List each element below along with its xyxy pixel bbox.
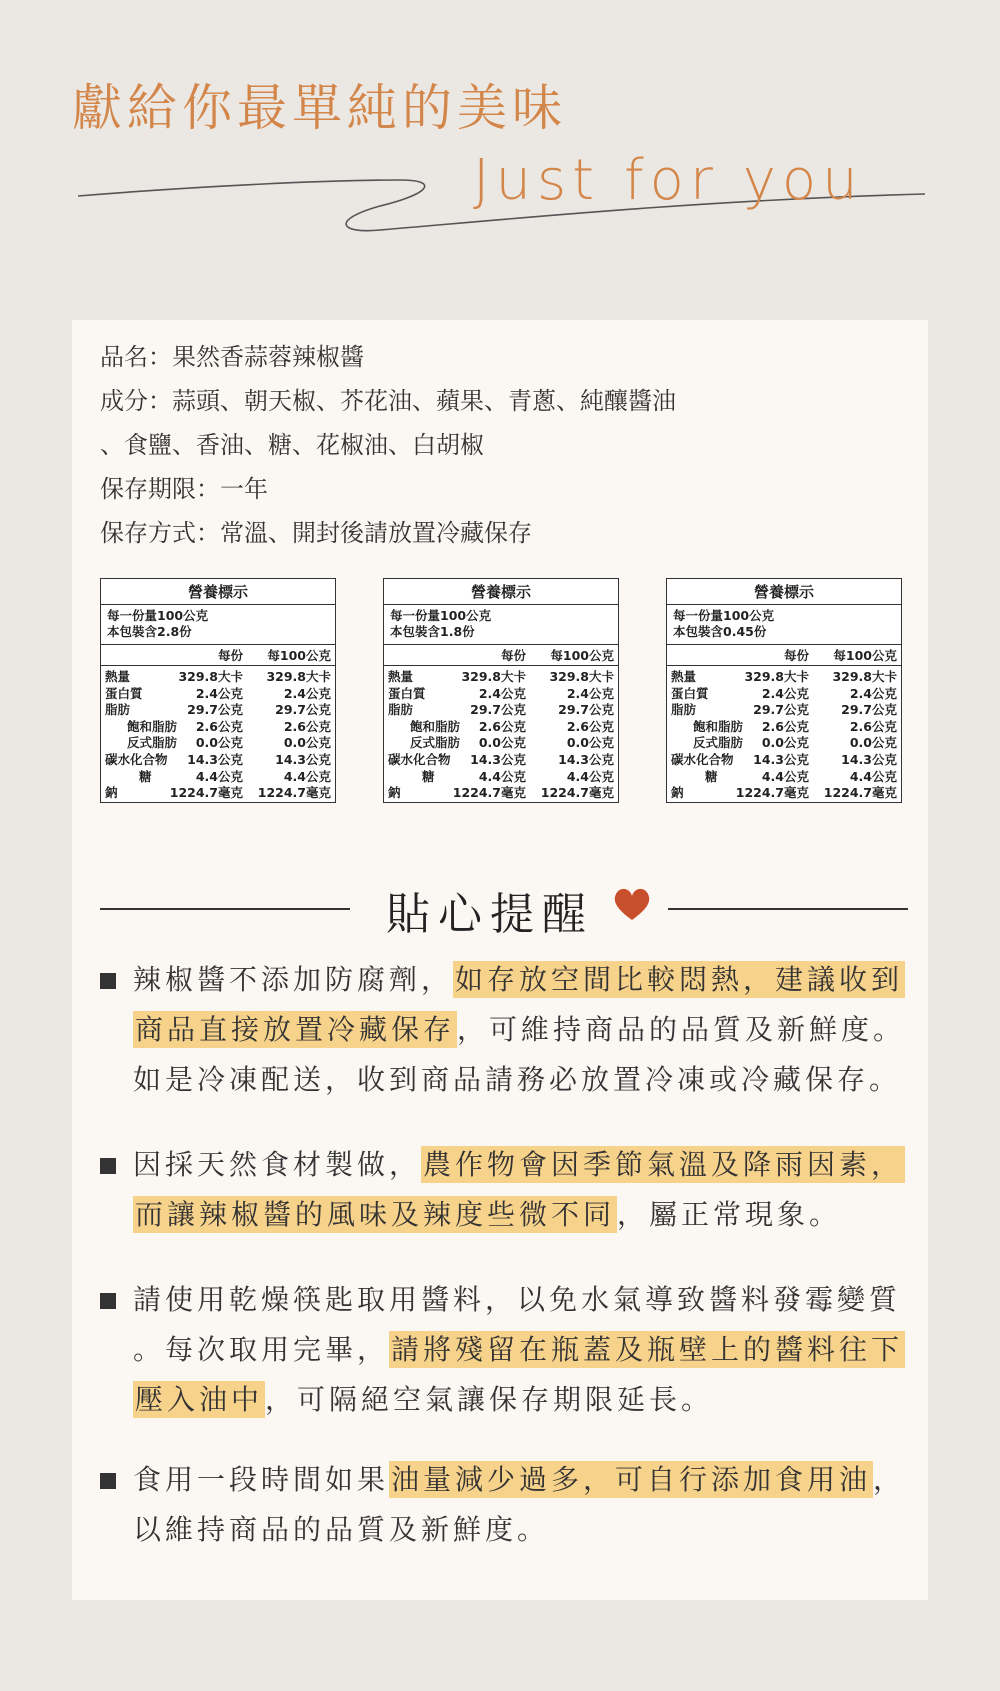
nutrient-per-serving: 14.3公克 [187, 751, 243, 767]
nutrient-per-serving: 4.4公克 [761, 768, 809, 784]
servings-per-pack: 本包裝含0.45份 [673, 624, 767, 639]
tip-text: 因採天然食材製做， [133, 1148, 422, 1181]
nutrient-label: 鈉 [671, 785, 684, 801]
nutrition-row [671, 785, 897, 802]
nutrient-per-serving: 1224.7毫克 [169, 785, 243, 801]
nutrient-per-100g: 4.4公克 [566, 768, 614, 784]
nutrition-row [671, 769, 897, 786]
nutrient-label: 碳水化合物 [388, 751, 451, 767]
nutrient-per-100g: 2.6公克 [566, 718, 614, 734]
nutrient-per-100g: 14.3公克 [558, 751, 614, 767]
nutrition-row [671, 752, 897, 769]
nutrient-per-100g: 4.4公克 [283, 768, 331, 784]
nutrient-label: 鈉 [388, 785, 401, 801]
nutrient-per-serving: 2.6公克 [478, 718, 526, 734]
nutrient-per-serving: 2.6公克 [195, 718, 243, 734]
nutrient-per-serving: 329.8大卡 [178, 669, 243, 684]
nutrient-per-serving: 29.7公克 [753, 702, 809, 718]
tip-highlight: 請將殘留在瓶蓋及瓶壁上的醬料往下 [391, 1333, 904, 1366]
nutrient-label: 熱量 [105, 669, 131, 684]
nutrient-label: 糖 [422, 768, 435, 784]
nutrient-per-serving: 14.3公克 [470, 751, 526, 767]
nutrient-per-serving: 2.4公克 [195, 685, 243, 701]
nutrition-row [388, 719, 614, 736]
servings-per-pack: 本包裝含1.8份 [390, 624, 475, 639]
nutrient-per-100g: 329.8大卡 [549, 669, 614, 684]
product-ingredients-cont: 、食鹽、香油、糖、花椒油、白胡椒 [100, 431, 484, 459]
tip-highlight: 而讓辣椒醬的風味及辣度些微不同 [135, 1198, 616, 1231]
nutrition-title: 營養標示 [667, 579, 901, 605]
nutrient-label: 反式脂肪 [127, 735, 178, 751]
tip-line [133, 1190, 910, 1240]
nutrition-columns [667, 645, 901, 666]
col-per-100g: 每100公克 [550, 648, 614, 663]
nutrient-per-100g: 0.0公克 [849, 735, 897, 751]
tip-item [100, 955, 910, 1105]
nutrient-label: 飽和脂肪 [410, 718, 461, 734]
tip-line [133, 1325, 910, 1375]
tips-title: 貼心提醒 [386, 889, 594, 940]
col-per-100g: 每100公克 [833, 648, 897, 663]
nutrition-row [105, 702, 331, 719]
nutrient-label: 脂肪 [671, 702, 697, 718]
nutrition-label [100, 578, 336, 803]
tip-line [133, 1455, 910, 1505]
nutrition-title: 營養標示 [101, 579, 335, 605]
tip-highlight: 如存放空間比較悶熱，建議收到 [455, 963, 904, 996]
product-storage: 保存方式：常溫、開封後請放置冷藏保存 [100, 519, 532, 547]
servings-per-pack: 本包裝含2.8份 [107, 624, 192, 639]
tip-text: ， [873, 1463, 906, 1496]
tip-item [100, 1140, 910, 1240]
tips-header [0, 878, 1000, 938]
tip-text: 辣椒醬不添加防腐劑， [133, 963, 454, 996]
nutrient-per-100g: 2.6公克 [283, 718, 331, 734]
nutrition-columns [384, 645, 618, 666]
nutrient-per-100g: 0.0公克 [566, 735, 614, 751]
nutrition-row [105, 686, 331, 703]
col-per-serving: 每份 [217, 648, 243, 663]
nutrition-serving [384, 605, 618, 645]
nutrition-row [105, 669, 331, 686]
nutrition-row [105, 752, 331, 769]
tip-item [100, 1275, 910, 1425]
nutrient-per-100g: 14.3公克 [275, 751, 331, 767]
square-bullet-icon [100, 1293, 116, 1309]
nutrient-per-100g: 29.7公克 [275, 702, 331, 718]
tip-text: 。每次取用完畢， [133, 1333, 390, 1366]
nutrient-per-serving: 0.0公克 [195, 735, 243, 751]
tip-line [133, 1505, 910, 1555]
nutrient-per-100g: 14.3公克 [841, 751, 897, 767]
nutrient-per-100g: 2.4公克 [283, 685, 331, 701]
nutrition-serving [667, 605, 901, 645]
nutrient-label: 熱量 [671, 669, 697, 684]
nutrient-label: 飽和脂肪 [127, 718, 178, 734]
nutrition-row [105, 719, 331, 736]
divider-left [100, 908, 350, 910]
tip-highlight: 農作物會因季節氣溫及降雨因素， [423, 1148, 904, 1181]
nutrition-row [671, 735, 897, 752]
tip-item [100, 1455, 910, 1555]
nutrient-per-100g: 29.7公克 [841, 702, 897, 718]
square-bullet-icon [100, 1473, 116, 1489]
nutrient-label: 熱量 [388, 669, 414, 684]
tip-line [133, 1005, 910, 1055]
product-info [100, 335, 676, 555]
nutrition-row [671, 702, 897, 719]
nutrient-per-serving: 2.4公克 [478, 685, 526, 701]
nutrition-row [388, 669, 614, 686]
tip-highlight: 油量減少過多，可自行添加食用油 [391, 1463, 872, 1496]
col-per-100g: 每100公克 [267, 648, 331, 663]
nutrient-per-100g: 2.4公克 [566, 685, 614, 701]
nutrition-row [388, 702, 614, 719]
nutrient-per-serving: 1224.7毫克 [735, 785, 809, 801]
nutrient-per-100g: 0.0公克 [283, 735, 331, 751]
heart-icon [610, 882, 654, 926]
serving-size: 每一份量100公克 [390, 608, 492, 623]
nutrient-per-serving: 2.6公克 [761, 718, 809, 734]
nutrition-label [383, 578, 619, 803]
nutrient-label: 蛋白質 [388, 685, 426, 701]
nutrition-row [388, 735, 614, 752]
nutrient-per-100g: 4.4公克 [849, 768, 897, 784]
product-name: 品名：果然香蒜蓉辣椒醬 [100, 343, 364, 371]
product-shelf-life: 保存期限：一年 [100, 475, 268, 503]
nutrition-row [671, 686, 897, 703]
nutrition-row [671, 669, 897, 686]
nutrient-label: 糖 [705, 768, 718, 784]
tip-text: ，屬正常現象。 [617, 1198, 842, 1231]
tip-text: 食用一段時間如果 [133, 1463, 390, 1496]
nutrient-per-serving: 0.0公克 [761, 735, 809, 751]
nutrition-rows [667, 666, 901, 802]
nutrient-per-100g: 329.8大卡 [832, 669, 897, 684]
tip-text: ，可隔絕空氣讓保存期限延長。 [265, 1383, 714, 1416]
nutrient-per-serving: 329.8大卡 [744, 669, 809, 684]
product-ingredients: 成分：蒜頭、朝天椒、芥花油、蘋果、青蔥、純釀醬油 [100, 387, 676, 415]
nutrient-per-100g: 329.8大卡 [266, 669, 331, 684]
nutrition-row [105, 769, 331, 786]
nutrient-per-100g: 2.4公克 [849, 685, 897, 701]
tip-text: 以維持商品的品質及新鮮度。 [133, 1513, 550, 1546]
nutrient-label: 糖 [139, 768, 152, 784]
nutrient-per-100g: 2.6公克 [849, 718, 897, 734]
hero-title: 獻給你最單純的美味 [72, 79, 567, 137]
nutrition-row [388, 686, 614, 703]
nutrient-label: 脂肪 [105, 702, 131, 718]
nutrition-serving [101, 605, 335, 645]
nutrient-label: 碳水化合物 [671, 751, 734, 767]
nutrition-row [388, 769, 614, 786]
nutrient-label: 蛋白質 [105, 685, 143, 701]
nutrient-label: 反式脂肪 [693, 735, 744, 751]
col-per-serving: 每份 [783, 648, 809, 663]
nutrient-per-serving: 14.3公克 [753, 751, 809, 767]
nutrient-label: 碳水化合物 [105, 751, 168, 767]
square-bullet-icon [100, 973, 116, 989]
tip-line [133, 1055, 910, 1105]
nutrition-rows [384, 666, 618, 802]
square-bullet-icon [100, 1158, 116, 1174]
nutrition-row [388, 785, 614, 802]
nutrition-row [388, 752, 614, 769]
nutrient-label: 蛋白質 [671, 685, 709, 701]
serving-size: 每一份量100公克 [107, 608, 209, 623]
tip-line [133, 1375, 910, 1425]
tip-highlight: 壓入油中 [135, 1383, 264, 1416]
nutrition-title: 營養標示 [384, 579, 618, 605]
serving-size: 每一份量100公克 [673, 608, 775, 623]
nutrition-row [671, 719, 897, 736]
nutrient-label: 飽和脂肪 [693, 718, 744, 734]
tip-text: 如是冷凍配送，收到商品請務必放置冷凍或冷藏保存。 [133, 1063, 902, 1096]
nutrient-per-100g: 29.7公克 [558, 702, 614, 718]
tip-text: 請使用乾燥筷匙取用醬料，以免水氣導致醬料發霉變質 [133, 1283, 902, 1316]
nutrient-label: 鈉 [105, 785, 118, 801]
nutrient-label: 反式脂肪 [410, 735, 461, 751]
nutrient-label: 脂肪 [388, 702, 414, 718]
tip-line [133, 955, 910, 1005]
nutrition-row [105, 785, 331, 802]
nutrition-rows [101, 666, 335, 802]
nutrition-columns [101, 645, 335, 666]
nutrient-per-serving: 29.7公克 [187, 702, 243, 718]
nutrient-per-serving: 1224.7毫克 [452, 785, 526, 801]
nutrition-label [666, 578, 902, 803]
nutrient-per-serving: 4.4公克 [195, 768, 243, 784]
col-per-serving: 每份 [500, 648, 526, 663]
nutrient-per-serving: 0.0公克 [478, 735, 526, 751]
nutrient-per-serving: 29.7公克 [470, 702, 526, 718]
nutrient-per-100g: 1224.7毫克 [257, 785, 331, 801]
nutrition-row [105, 735, 331, 752]
nutrient-per-serving: 2.4公克 [761, 685, 809, 701]
tip-line [133, 1275, 910, 1325]
nutrient-per-100g: 1224.7毫克 [823, 785, 897, 801]
tip-text: ，可維持商品的品質及新鮮度。 [457, 1013, 906, 1046]
divider-right [668, 908, 908, 910]
nutrient-per-serving: 4.4公克 [478, 768, 526, 784]
tip-highlight: 商品直接放置冷藏保存 [135, 1013, 456, 1046]
hero-subtitle: Just for you [473, 148, 864, 213]
nutrient-per-serving: 329.8大卡 [461, 669, 526, 684]
nutrient-per-100g: 1224.7毫克 [540, 785, 614, 801]
tip-line [133, 1140, 910, 1190]
